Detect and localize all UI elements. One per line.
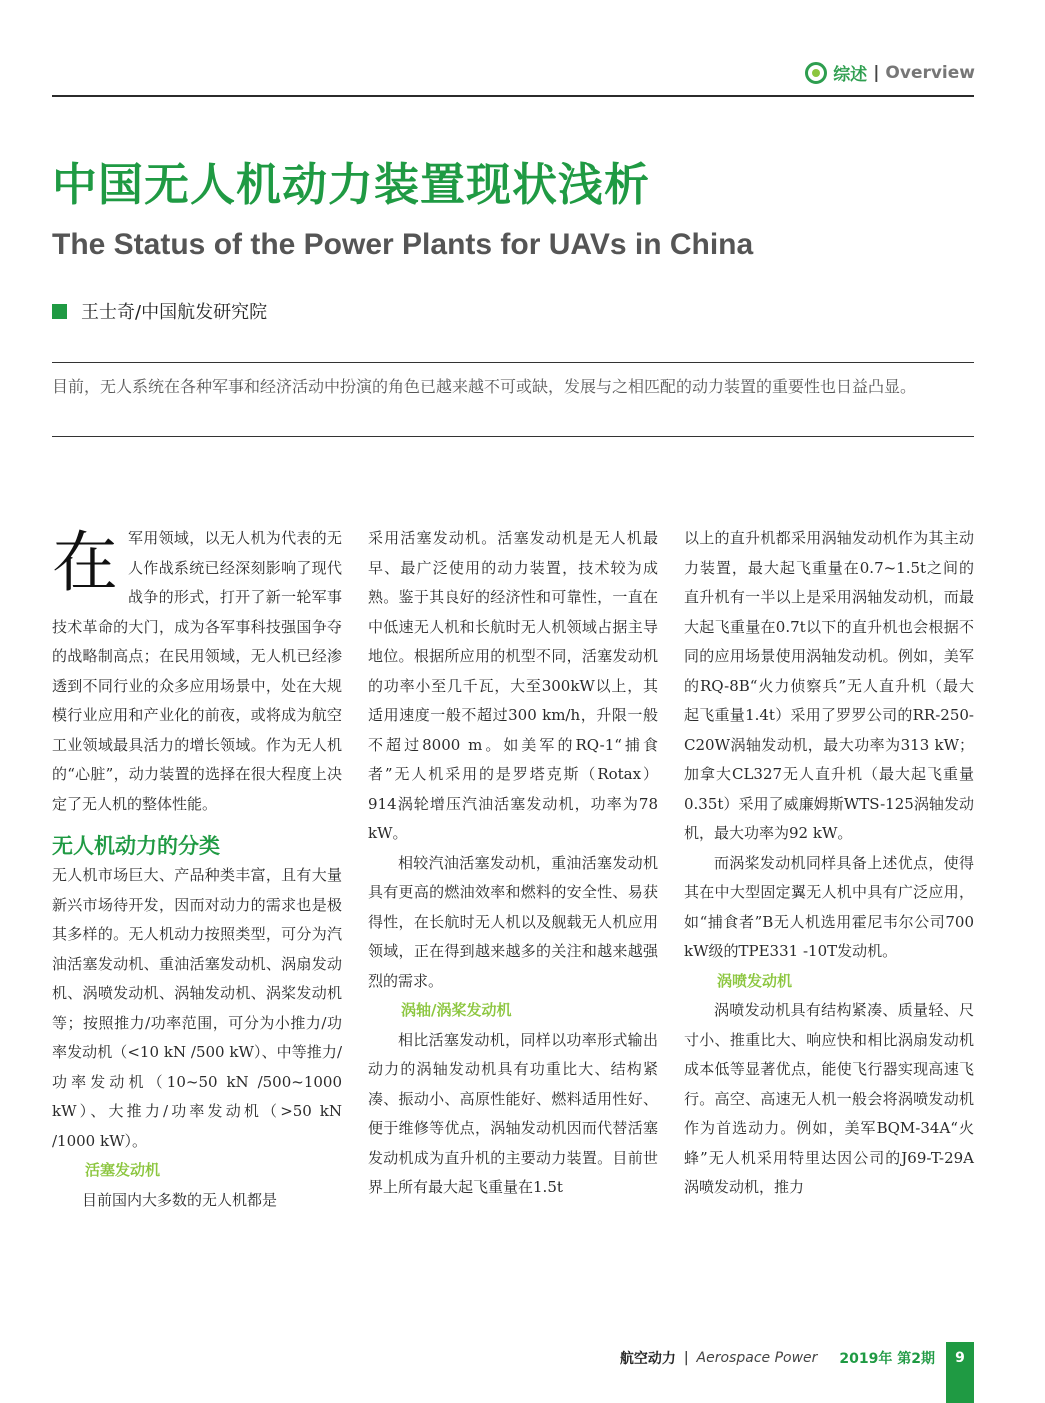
body-paragraph-3-part-b: 采用活塞发动机。活塞发动机是无人机最早、最广泛使用的动力装置，技术较为成熟。鉴于其良好的经济性和可靠性，一直在中低速无人机和长航时无人机领域占据主导地位。根据所应用的机型不同，活塞发动机的功率小至几千瓦，大至300kW以上，其适用速度一般不超过300 km/h，升限一般不超过8000 m。如美军的RQ-1“捕食者”无人机采用的是罗塔克斯（Rotax）914涡轮增压汽油活塞发动机，功率为78 kW。 <box>368 529 658 842</box>
subheading-piston: 活塞发动机 <box>85 1161 161 1179</box>
journal-name-en: Aerospace Power <box>696 1350 818 1366</box>
footer-separator: | <box>683 1350 689 1366</box>
body-paragraph-1 <box>52 524 342 819</box>
author-name: 王士奇/中国航发研究院 <box>81 302 268 323</box>
column-2 <box>368 524 658 1203</box>
subheading-turboshaft: 涡轴/涡桨发动机 <box>401 1001 512 1019</box>
body-paragraph-5-part-b: 以上的直升机都采用涡轴发动机作为其主动力装置，最大起飞重量在0.7~1.5t之间的直升机有一半以上是采用涡轴发动机，而最大起飞重量在0.7t以下的直升机也会根据不同的应用场景使用涡轴发动机。例如，美军的RQ-8B“火力侦察兵”无人直升机（最大起飞重量1.4t）采用了罗罗公司的RR-250-C20W涡轴发动机，最大功率为313 kW；加拿大CL327无人直升机（最大起飞重量0.35t）采用了威廉姆斯WTS-125涡轴发动机，最大功率为92 kW。 <box>684 529 974 842</box>
body-paragraph-5-part-a: 相比活塞发动机，同样以功率形式输出动力的涡轴发动机具有功重比大、结构紧凑、振动小、高原性能好、燃料适用性好、便于维修等优点，涡轴发动机因而代替活塞发动机成为直升机的主要动力装置。目前世界上所有最大起飞重量在1.5t <box>368 1030 658 1196</box>
page-number: 9 <box>946 1342 974 1403</box>
paragraph-1-text: 军用领域，以无人机为代表的无人作战系统已经深刻影响了现代战争的形式，打开了新一轮军事技术革命的大门，成为各军事科技强国争夺的战略制高点；在民用领域，无人机已经渗透到不同行业的众多应用场景中，处在大规模行业应用和产业化的前夜，或将成为航空工业领域最具活力的增长领域。作为无人机的“心脏”，动力装置的选择在很大程度上决定了无人机的整体性能。 <box>52 529 342 813</box>
body-paragraph-6: 而涡桨发动机同样具备上述优点，使得其在中大型固定翼无人机中具有广泛应用，如“捕食者”B无人机选用霍尼韦尔公司700 kW级的TPE331 -10T发动机。 <box>684 853 974 960</box>
header-rule <box>52 95 974 97</box>
journal-name-cn: 航空动力 <box>619 1351 676 1367</box>
column-1 <box>52 524 342 1215</box>
subheading-turbojet: 涡喷发动机 <box>717 971 793 990</box>
journal-logo-icon <box>805 62 827 84</box>
issue-label: 2019年 第2期 <box>839 1351 935 1367</box>
body-paragraph-2: 无人机市场巨大、产品种类丰富，且有大量新兴市场待开发，因而对动力的需求也是极其多样的。无人机动力按照类型，可分为汽油活塞发动机、重油活塞发动机、涡扇发动机、涡喷发动机、涡轴发动机、涡桨发动机等；按照推力/功率范围，可分为小推力/功率发动机（<10 kN /500 kW）、中等推力/功率发动机（10~50 kN /500~1000 kW）、大推力/功率发动机（>50 kN /1000 kW）。 <box>52 866 342 1150</box>
body-paragraph-7: 涡喷发动机具有结构紧凑、质量轻、尺寸小、推重比大、响应快和相比涡扇发动机成本低等显著优点，能使飞行器实现高速飞行。高空、高速无人机一般会将涡喷发动机作为首选动力。例如，美军BQM-34A“火蜂”无人机采用特里达因公司的J69-T-29A涡喷发动机，推力 <box>684 1001 974 1196</box>
section-label-en: Overview <box>885 62 975 83</box>
article-title-cn: 中国无人机动力装置现状浅析 <box>52 158 651 211</box>
article-title-en: The Status of the Power Plants for UAVs in China <box>52 228 754 261</box>
body-paragraph-3-part-a: 目前国内大多数的无人机都是 <box>82 1190 278 1209</box>
author-line <box>52 298 267 324</box>
column-3 <box>684 524 974 1203</box>
section-label-cn: 综述 <box>833 65 868 85</box>
section-separator: | <box>873 62 880 83</box>
body-paragraph-4: 相较汽油活塞发动机，重油活塞发动机具有更高的燃油效率和燃料的安全性、易获得性，在长航时无人机以及舰载无人机应用领域，正在得到越来越多的关注和越来越强烈的需求。 <box>368 853 658 990</box>
footer <box>620 1348 935 1368</box>
section-tag <box>805 60 975 85</box>
abstract-text: 目前，无人系统在各种军事和经济活动中扮演的角色已越来越不可或缺，发展与之相匹配的动力装置的重要性也日益凸显。 <box>52 377 917 396</box>
author-square-icon <box>52 304 67 319</box>
abstract-box <box>52 362 974 437</box>
dropcap: 在 <box>52 524 118 601</box>
heading-classification: 无人机动力的分类 <box>52 834 220 858</box>
